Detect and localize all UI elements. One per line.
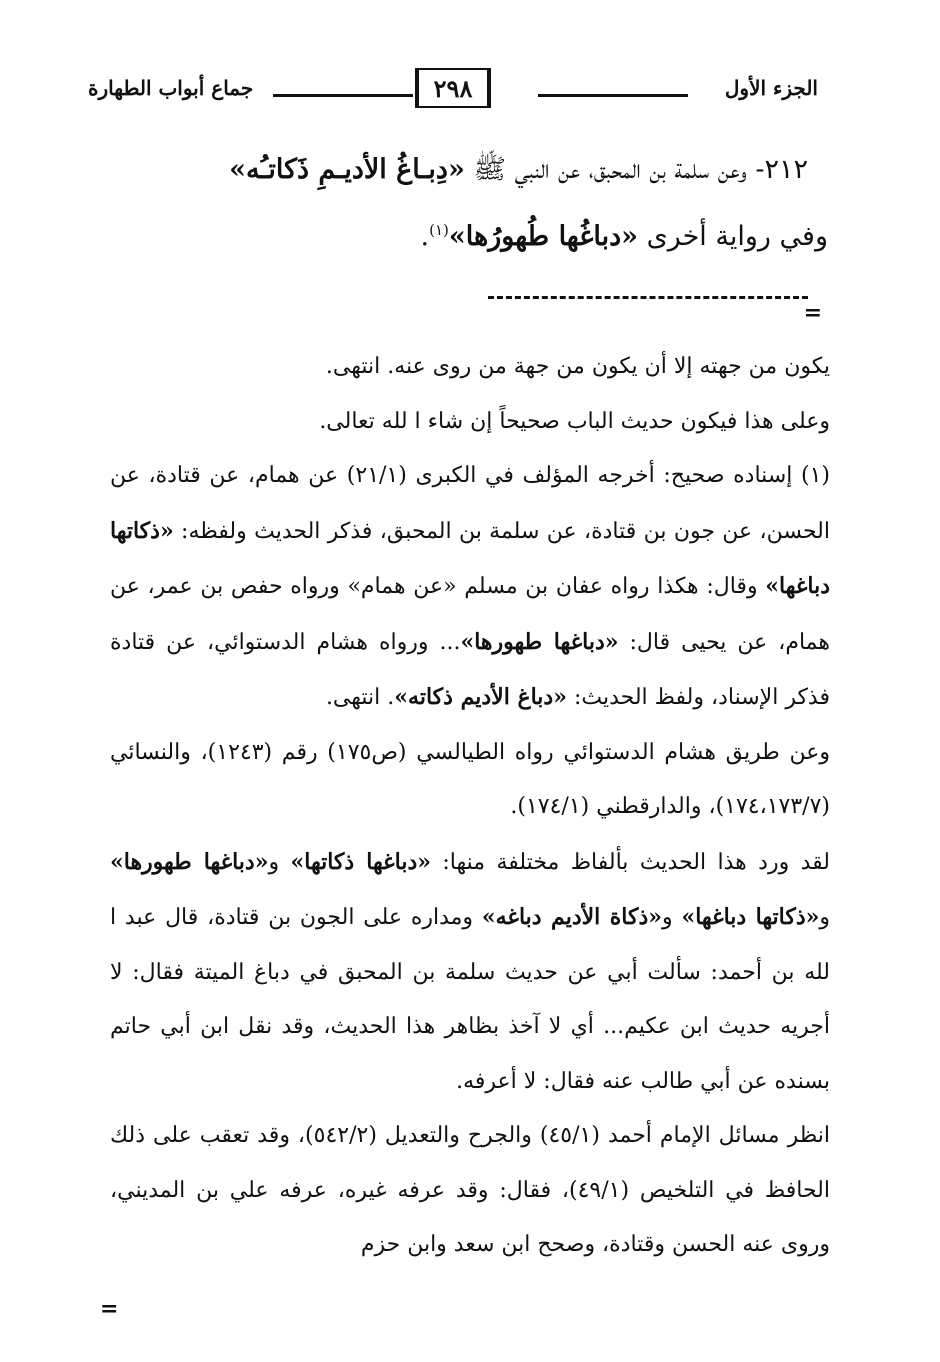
page-number: ٢٩٨ xyxy=(415,68,491,108)
hadith-quote-1: «دِبـاغُ الأديـمِ ذَكاتـُه» xyxy=(229,154,465,185)
note-paragraph: يكون من جهته إلا أن يكون من جهة من روى عنه. انتهى. xyxy=(325,354,830,379)
hadith-line-2: وفي رواية أخرى «دباغُها طُهورُها»$^{(١)}$. xyxy=(420,221,828,252)
footnote-separator xyxy=(488,296,808,299)
continuation-mark-top: = xyxy=(803,300,822,326)
footnote-1: (١) إسناده صحيح: أخرجه المؤلف في الكبرى (٢١/١) عن همام، عن قتادة، عن الحسن، عن جون بن قتادة، عن سلمة بن المحبق، فذكر الحديث ولفظه: «ذكاتها دباغها» وقال: هكذا رواه عفان بن مسلم «عن همام» ورواه حفص بن عمر، عن همام، عن يحيى قال: «دباغها طهورها»... ورواه هشام الدستوائي، عن قتادة فذكر الإسناد، ولفظ الحديث: «دباغ الأديم ذكاته». انتهى. xyxy=(110,463,831,710)
hadith-text xyxy=(108,140,828,267)
note-paragraph: لقد ورد هذا الحديث بألفاظ مختلفة منها: «دباغها ذكاتها» و«دباغها طهورها» و«ذكاتها دباغها» و«ذكاة الأديم دباغه» ومداره على الجون بن قتادة، قال عبد ا لله بن أحمد: سألت أبي عن حديث سلمة بن المحبق في دباغ الميتة فقال: لا أجريه حديث ابن عكيم... أي لا آخذ بظاهر هذا الحديث، وقد نقل ابن أبي حاتم بسنده عن أبي طالب عنه فقال: لا أعرفه. xyxy=(110,848,830,1094)
page-header xyxy=(88,68,818,118)
header-rule-right xyxy=(538,94,688,97)
note-paragraph: وعلى هذا فيكون حديث الباب صحيحاً إن شاء ا لله تعالى. xyxy=(319,408,830,434)
volume-title: الجزء الأول xyxy=(724,76,818,100)
note-paragraph: انظر مسائل الإمام أحمد (٤٥/١) والجرح والتعديل (٥٤٢/٢)، وقد تعقب على ذلك الحافظ في التلخيص (٤٩/١)، فقال: وقد عرفه غيره، عرفه علي بن المديني، وروى عنه الحسن وقتادة، وصحح ابن سعد وابن حزم xyxy=(110,1123,830,1257)
header-rule-left xyxy=(273,94,413,97)
chapter-title: جماع أبواب الطهارة xyxy=(88,76,254,100)
footnote-ref[interactable]: (١) xyxy=(429,221,449,239)
hadith-line-1: ٢١٢- وعن سلمة بن المحبق، عن النبي ﷺ «دِبـاغُ الأديـمِ ذَكاتـُه» xyxy=(229,154,808,185)
note-paragraph: وعن طريق هشام الدستوائي رواه الطيالسي (ص١٧٥) رقم (١٢٤٣)، والنسائي (١٧٤،١٧٣/٧)، والدارقطني (١٧٤/١). xyxy=(110,739,830,819)
continuation-mark-bottom: = xyxy=(100,1296,119,1322)
hadith-quote-2: «دباغُها طُهورُها» xyxy=(448,221,638,252)
footnotes xyxy=(110,340,830,1273)
